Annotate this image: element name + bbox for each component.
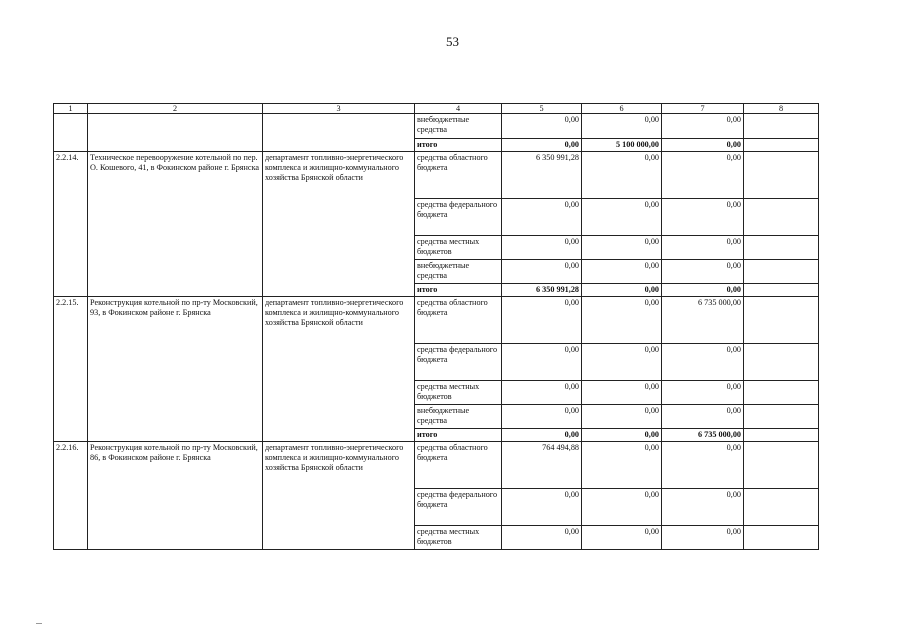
- amount-cell: 0,00: [502, 405, 582, 429]
- funding-source: средства областного бюджета: [415, 297, 502, 344]
- amount-cell: [744, 344, 819, 381]
- amount-cell: 0,00: [582, 526, 662, 550]
- item-executor: департамент топливно-энергетического комплекса и жилищно-коммунального хозяйства Брянской области: [263, 297, 415, 442]
- table-row: [54, 152, 819, 199]
- amount-cell: 764 494,88: [502, 442, 582, 489]
- amount-cell: 0,00: [582, 442, 662, 489]
- amount-cell: 0,00: [582, 429, 662, 442]
- funding-source: средства федерального бюджета: [415, 344, 502, 381]
- amount-cell: 0,00: [662, 526, 744, 550]
- item-code: [54, 114, 88, 152]
- amount-cell: 0,00: [662, 114, 744, 139]
- amount-cell: 0,00: [582, 152, 662, 199]
- column-header: 4: [415, 104, 502, 114]
- amount-cell: 0,00: [502, 139, 582, 152]
- amount-cell: 0,00: [582, 297, 662, 344]
- funding-source: средства федерального бюджета: [415, 489, 502, 526]
- item-code: 2.2.14.: [54, 152, 88, 297]
- funding-source: внебюджетные средства: [415, 405, 502, 429]
- funding-source: средства федерального бюджета: [415, 199, 502, 236]
- amount-cell: 0,00: [582, 381, 662, 405]
- amount-cell: 0,00: [582, 199, 662, 236]
- amount-cell: 0,00: [662, 152, 744, 199]
- funding-source: итого: [415, 429, 502, 442]
- table-row: [54, 442, 819, 489]
- item-name: Реконструкция котельной по пр-ту Московский, 93, в Фокинском районе г. Брянска: [88, 297, 263, 442]
- amount-cell: [744, 405, 819, 429]
- table-row: [54, 114, 819, 139]
- item-name: [88, 114, 263, 152]
- amount-cell: 0,00: [502, 526, 582, 550]
- funding-source: средства местных бюджетов: [415, 526, 502, 550]
- amount-cell: [744, 381, 819, 405]
- funding-source: средства местных бюджетов: [415, 236, 502, 260]
- amount-cell: [744, 260, 819, 284]
- amount-cell: [744, 297, 819, 344]
- column-header: 7: [662, 104, 744, 114]
- amount-cell: 0,00: [502, 199, 582, 236]
- amount-cell: [744, 284, 819, 297]
- amount-cell: 0,00: [502, 381, 582, 405]
- amount-cell: 6 350 991,28: [502, 152, 582, 199]
- amount-cell: 0,00: [502, 260, 582, 284]
- amount-cell: 0,00: [662, 442, 744, 489]
- item-code: 2.2.15.: [54, 297, 88, 442]
- amount-cell: [744, 114, 819, 139]
- item-executor: департамент топливно-энергетического комплекса и жилищно-коммунального хозяйства Брянской области: [263, 152, 415, 297]
- amount-cell: 6 735 000,00: [662, 429, 744, 442]
- amount-cell: 0,00: [502, 297, 582, 344]
- funding-source: итого: [415, 284, 502, 297]
- item-name: Техническое перевооружение котельной по пер. О. Кошевого, 41, в Фокинском районе г. Брянска: [88, 152, 263, 297]
- column-header: 5: [502, 104, 582, 114]
- item-executor: департамент топливно-энергетического комплекса и жилищно-коммунального хозяйства Брянской области: [263, 442, 415, 550]
- column-number-row: [54, 104, 819, 114]
- column-header: 3: [263, 104, 415, 114]
- column-header: 8: [744, 104, 819, 114]
- page-number: 53: [446, 34, 459, 49]
- amount-cell: 0,00: [662, 381, 744, 405]
- budget-table: [53, 103, 819, 550]
- amount-cell: 0,00: [502, 114, 582, 139]
- funding-source: средства областного бюджета: [415, 152, 502, 199]
- amount-cell: 0,00: [662, 489, 744, 526]
- item-code: 2.2.16.: [54, 442, 88, 550]
- amount-cell: 0,00: [662, 199, 744, 236]
- column-header: 1: [54, 104, 88, 114]
- amount-cell: [744, 442, 819, 489]
- amount-cell: 6 350 991,28: [502, 284, 582, 297]
- amount-cell: 0,00: [582, 260, 662, 284]
- column-header: 6: [582, 104, 662, 114]
- amount-cell: [744, 489, 819, 526]
- amount-cell: [744, 139, 819, 152]
- amount-cell: 0,00: [582, 284, 662, 297]
- amount-cell: 0,00: [502, 489, 582, 526]
- amount-cell: 0,00: [582, 405, 662, 429]
- scan-mark: [36, 623, 42, 624]
- amount-cell: 0,00: [582, 344, 662, 381]
- amount-cell: 0,00: [582, 114, 662, 139]
- table-row: [54, 297, 819, 344]
- amount-cell: 0,00: [582, 236, 662, 260]
- funding-source: средства областного бюджета: [415, 442, 502, 489]
- amount-cell: 0,00: [502, 344, 582, 381]
- amount-cell: 0,00: [662, 344, 744, 381]
- amount-cell: 0,00: [502, 236, 582, 260]
- amount-cell: [744, 429, 819, 442]
- amount-cell: [744, 152, 819, 199]
- item-name: Реконструкция котельной по пр-ту Московский, 86, в Фокинском районе г. Брянска: [88, 442, 263, 550]
- funding-source: итого: [415, 139, 502, 152]
- item-executor: [263, 114, 415, 152]
- funding-source: средства местных бюджетов: [415, 381, 502, 405]
- funding-source: внебюджетные средства: [415, 114, 502, 139]
- amount-cell: 0,00: [582, 489, 662, 526]
- amount-cell: 0,00: [502, 429, 582, 442]
- amount-cell: [744, 199, 819, 236]
- amount-cell: [744, 236, 819, 260]
- amount-cell: 6 735 000,00: [662, 297, 744, 344]
- amount-cell: 0,00: [662, 284, 744, 297]
- amount-cell: 0,00: [662, 236, 744, 260]
- column-header: 2: [88, 104, 263, 114]
- amount-cell: [744, 526, 819, 550]
- amount-cell: 0,00: [662, 405, 744, 429]
- funding-source: внебюджетные средства: [415, 260, 502, 284]
- amount-cell: 0,00: [662, 139, 744, 152]
- amount-cell: 0,00: [662, 260, 744, 284]
- amount-cell: 5 100 000,00: [582, 139, 662, 152]
